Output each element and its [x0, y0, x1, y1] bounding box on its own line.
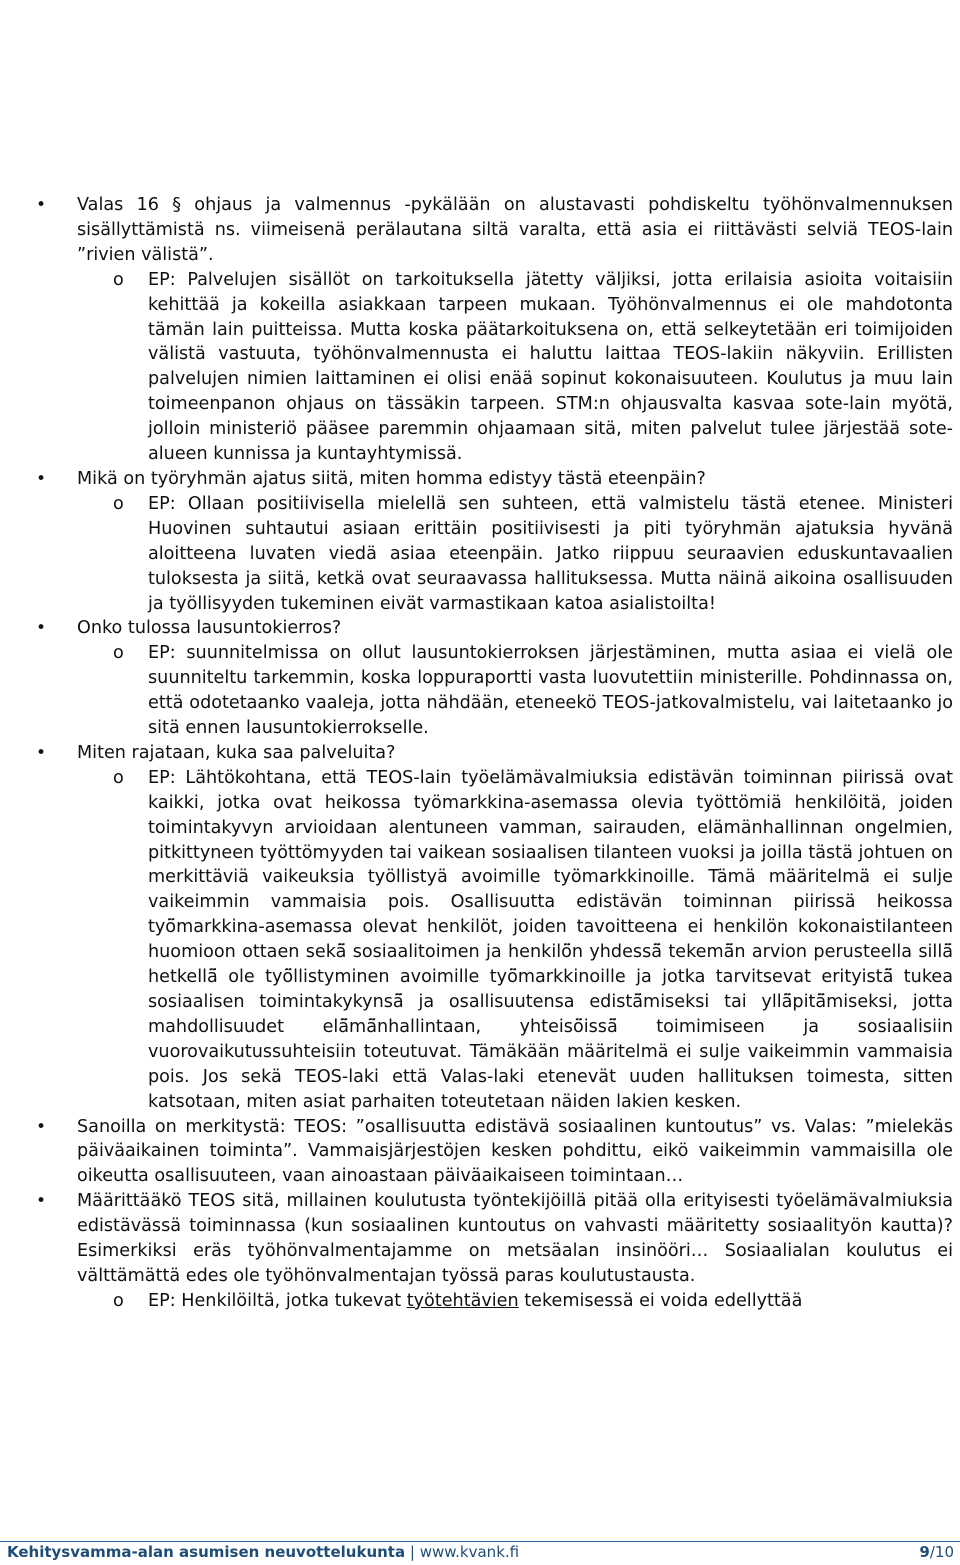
underlined-word: työtehtävien: [406, 1290, 519, 1311]
sub-bullet-text-end: tekemisessä ei voida edellyttää: [518, 1290, 803, 1311]
page-current: 9: [919, 1543, 930, 1561]
bullet-list: [0, 193, 953, 1314]
sub-bullet-text: EP: suunnitelmissa on ollut lausuntokierroksen järjestäminen, mutta asiaa ei vielä ole suunniteltu tarkemmin, koska loppuraportti vasta luovutettiin ministerille. Pohdinnassa on, että odotetaanko vaaleja, jotta nähdään, eteneekö TEOS-jatkovalmistelu, vai laitetaanko jo sitä ennen lausuntokierrokselle.: [148, 643, 953, 739]
sub-bullet-text: EP: Ollaan positiivisella mielellä sen suhteen, että valmistelu tästä etenee. Ministeri Huovinen suhtautui asiaan erittäin positiivisesti ja piti työryhmän ajatuksia hyvänä aloitteena luvaten viedä asiaa eteenpäin. Jatko riippuu seuraavien eduskuntavaalien tuloksesta ja siitä, ketkä ovat seuraavassa hallituksessa. Mutta näinä aikoina osallisuuden ja työllisyyden tukeminen eivät varmastikaan katoa asialistoilta!: [148, 493, 953, 614]
sub-bullet-marker: o: [113, 269, 124, 290]
bullet-text: Onko tulossa lausuntokierros?: [77, 618, 342, 639]
sub-bullet-text: EP: Palvelujen sisällöt on tarkoituksella jätetty väljiksi, jotta erilaisia asioita voitaisiin kehittää ja kokeilla asiakkaan tarpeen mukaan. Työhönvalmennus ei ole mahdotonta tämän lain puitteissa. Mutta koska päätarkoituksena on, että selkeytetään eri toimijoiden välistä vastuuta, työhönvalmennusta ei haluttu laittaa TEOS-lakiin näkyviin. Erillisten palvelujen nimien laittaminen ei olisi enää sopinut kokonaisuuteen. Koulutus ja muu lain toimeenpanon ohjaus on tässäkin tarpeen. STM:n ohjausvalta kasvaa sote-lain myötä, jolloin ministeriö pääsee paremmin ohjaamaan sitä, miten palvelut tulee järjestää sote-alueen kunnissa ja kuntayhtymissä.: [148, 269, 953, 465]
bullet-marker: •: [36, 618, 47, 639]
sub-list: [77, 268, 953, 467]
document-body: [0, 193, 960, 1314]
sub-bullet-marker: o: [113, 1290, 124, 1311]
sub-list: [77, 1289, 953, 1314]
page-total: 10: [934, 1543, 954, 1561]
footer-url[interactable]: www.kvank.fi: [419, 1543, 520, 1561]
sub-bullet-text: EP: Lähtökohtana, että TEOS-lain työelämävalmiuksia edistävän toiminnan piirissä ovat kaikki, jotka ovat heikossa työmarkkina-asemassa olevia työttömiä henkilöitä, joiden toimintakyvyn arvioidaan alentuneen vamman, sairauden, elämänhallinnan ongelmien, pitkittyneen työttömyyden tai vaikean sosiaalisen tilanteen vuoksi ja joilla tästä johtuen on merkittäviä vaikeuksia työllistyä avoimille työmarkkinoille. Tämä määritelmä ei sulje vaikeimmin vammaisia pois. Osallisuutta edistävän toiminnan piirissä heikossa työ̈markkina-asemassa olevat henkilöt, joiden tavoitteena ei henkilön kokonaistilanteen huomioon ottaen sekä̈ sosiaalitoimen ja henkilö̈n yhdessä̈ tekemä̈n arvion perusteella sillä̈ hetkellä̈ ole työ̈llistyminen avoimille työ̈markkinoille ja jotka tarvitsevat erityistä̈ tukea sosiaalisen toimintakykynsä̈ ja osallisuutensa edistä̈miseksi tai yllä̈pitä̈miseksi, jotta mahdollisuudet elä̈mä̈nhallintaan, yhteisö̈issä̈ toimimiseen ja sosiaalisiin vuorovaikutussuhteisiin toteutuvat. Tämäkään määritelmä ei sulje vaikeimmin vammaisia pois. Jos sekä TEOS-laki että Valas-laki etenevät uuden hallituksen toimesta, sitten katsotaan, miten asiat parhaiten toteutetaan näiden lakien kesken.: [148, 767, 953, 1112]
sub-list-item: [113, 766, 953, 1115]
sub-list-item: [113, 492, 953, 617]
page-number: [919, 1543, 954, 1561]
bullet-marker: •: [36, 195, 47, 215]
list-item: [36, 616, 953, 741]
footer-text: [7, 1543, 519, 1561]
list-item: [36, 193, 953, 467]
bullet-marker: •: [36, 1191, 47, 1212]
bullet-text: Valas 16 § ohjaus ja valmennus -pykälään on alustavasti pohdiskeltu työhönvalmennuksen sisällyttämistä ns. viimeisenä perälautana siltä varalta, että asia ei riittävästi selviä TEOS-lain ”rivien välistä”.: [77, 195, 953, 265]
bullet-marker: •: [36, 1116, 47, 1137]
bullet-text: Sanoilla on merkitystä: TEOS: ”osallisuutta edistävä sosiaalinen kuntoutus” vs. Valas: ”mielekäs päiväaikainen toiminta”. Vammaisjärjestöjen kesken pohdittu, eikö vaikeimmin vammaisilla ole oikeutta osallisuuteen, vaan ainoastaan päiväaikaiseen toimintaan…: [77, 1116, 953, 1187]
footer-separator: |: [409, 1543, 415, 1561]
sub-list-item: [113, 1289, 953, 1314]
sub-bullet-marker: o: [113, 493, 124, 514]
sub-list-item: [113, 268, 953, 467]
bullet-marker: •: [36, 468, 47, 489]
list-item: [36, 467, 953, 616]
page-sep: /: [929, 1543, 935, 1561]
bullet-text: Mikä on työryhmän ajatus siitä, miten homma edistyy tästä eteenpäin?: [77, 468, 706, 489]
bullet-text: Miten rajataan, kuka saa palveluita?: [77, 742, 396, 763]
sub-bullet-text-start: EP: Henkilöiltä, jotka tukevat: [148, 1290, 407, 1311]
sub-list: [77, 641, 953, 741]
sub-list-item: [113, 641, 953, 741]
sub-list: [77, 492, 953, 617]
list-item: [36, 1189, 953, 1314]
page-footer: [0, 1541, 960, 1565]
sub-list: [77, 766, 953, 1115]
sub-bullet-marker: o: [113, 643, 124, 664]
list-item: [36, 1115, 953, 1190]
bullet-text: Määrittääkö TEOS sitä, millainen koulutusta työntekijöillä pitää olla erityisesti työelämävalmiuksia edistävässä toiminnassa (kun sosiaalinen kuntoutus on vahvasti määritetty sosiaalityön kautta)? Esimerkiksi eräs työhönvalmentajamme on metsäalan insinööri… Sosiaalialan koulutus ei välttämättä edes ole työhönvalmentajan työssä paras koulutustausta.: [77, 1191, 953, 1286]
footer-organization: Kehitysvammа-alan asumisen neuvottelukunta: [7, 1543, 406, 1561]
list-item: [36, 741, 953, 1115]
sub-bullet-marker: o: [113, 767, 124, 788]
bullet-marker: •: [36, 742, 47, 763]
